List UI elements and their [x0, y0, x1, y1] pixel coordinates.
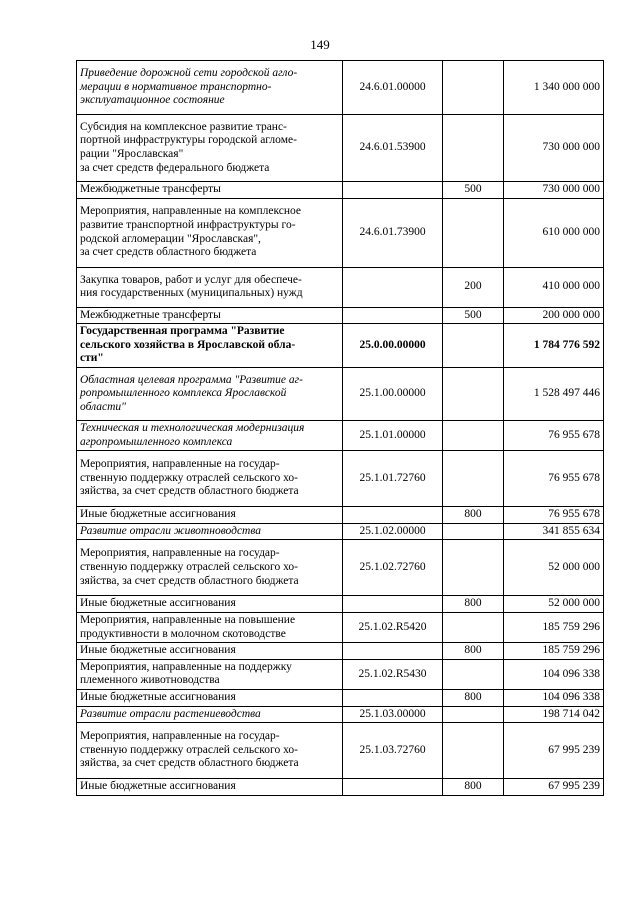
row-type-cell: 500 — [443, 307, 504, 324]
row-code-cell — [343, 596, 443, 613]
row-amount-cell: 104 096 338 — [504, 659, 604, 689]
table-row — [77, 324, 604, 368]
row-name-cell: Приведение дорожной сети городской агло- мерации в нормативное транспортно- эксплуатационное состояние — [77, 61, 343, 115]
row-type-cell — [443, 451, 504, 507]
row-type-cell: 200 — [443, 267, 504, 307]
row-code-cell: 24.6.01.00000 — [343, 61, 443, 115]
row-type-cell — [443, 61, 504, 115]
budget-table-body — [77, 61, 604, 796]
row-code-cell — [343, 182, 443, 199]
row-amount-cell: 730 000 000 — [504, 115, 604, 182]
table-row — [77, 523, 604, 540]
row-code-cell: 25.1.01.72760 — [343, 451, 443, 507]
table-row — [77, 612, 604, 642]
row-type-cell — [443, 540, 504, 596]
row-name-cell: Государственная программа "Развитие сельского хозяйства в Ярославской обла- сти" — [77, 324, 343, 368]
row-name-cell: Межбюджетные трансферты — [77, 182, 343, 199]
row-amount-cell: 67 995 239 — [504, 723, 604, 779]
row-amount-cell: 410 000 000 — [504, 267, 604, 307]
row-code-cell: 25.1.01.00000 — [343, 420, 443, 450]
row-type-cell — [443, 706, 504, 723]
row-type-cell — [443, 420, 504, 450]
table-row — [77, 367, 604, 420]
row-type-cell: 800 — [443, 596, 504, 613]
row-code-cell — [343, 507, 443, 524]
row-type-cell — [443, 198, 504, 267]
row-code-cell — [343, 779, 443, 796]
row-name-cell: Мероприятия, направленные на государ- ственную поддержку отраслей сельского хо- зяйства, за счет средств областного бюджета — [77, 540, 343, 596]
table-row — [77, 643, 604, 660]
table-row — [77, 540, 604, 596]
row-amount-cell: 52 000 000 — [504, 540, 604, 596]
row-amount-cell: 1 340 000 000 — [504, 61, 604, 115]
row-name-cell: Мероприятия, направленные на комплексное развитие транспортной инфраструктуры го- родской агломерации "Ярославская", за счет средств областного бюджета — [77, 198, 343, 267]
row-code-cell: 24.6.01.53900 — [343, 115, 443, 182]
row-name-cell: Мероприятия, направленные на государ- ственную поддержку отраслей сельского хо- зяйства, за счет средств областного бюджета — [77, 451, 343, 507]
row-amount-cell: 1 784 776 592 — [504, 324, 604, 368]
row-name-cell: Развитие отрасли растениеводства — [77, 706, 343, 723]
row-name-cell: Иные бюджетные ассигнования — [77, 643, 343, 660]
row-amount-cell: 185 759 296 — [504, 612, 604, 642]
row-type-cell — [443, 659, 504, 689]
table-row — [77, 307, 604, 324]
row-type-cell — [443, 324, 504, 368]
row-name-cell: Мероприятия, направленные на повышение продуктивности в молочном скотоводстве — [77, 612, 343, 642]
table-row — [77, 115, 604, 182]
row-type-cell: 800 — [443, 643, 504, 660]
table-row — [77, 723, 604, 779]
table-row — [77, 182, 604, 199]
row-type-cell — [443, 612, 504, 642]
budget-table — [76, 60, 604, 796]
row-name-cell: Мероприятия, направленные на государ- ственную поддержку отраслей сельского хо- зяйства, за счет средств областного бюджета — [77, 723, 343, 779]
row-name-cell: Областная целевая программа "Развитие аг- ропромышленного комплекса Ярославской области" — [77, 367, 343, 420]
row-code-cell: 25.1.02.00000 — [343, 523, 443, 540]
table-row — [77, 689, 604, 706]
row-name-cell: Межбюджетные трансферты — [77, 307, 343, 324]
row-type-cell — [443, 115, 504, 182]
row-code-cell: 25.1.03.72760 — [343, 723, 443, 779]
row-code-cell — [343, 267, 443, 307]
row-code-cell — [343, 643, 443, 660]
row-name-cell: Субсидия на комплексное развитие транс- портной инфраструктуры городской агломе- рации "Ярославская" за счет средств федерального бюджета — [77, 115, 343, 182]
table-row — [77, 507, 604, 524]
row-amount-cell: 185 759 296 — [504, 643, 604, 660]
row-code-cell — [343, 307, 443, 324]
row-amount-cell: 104 096 338 — [504, 689, 604, 706]
row-code-cell: 25.1.02.72760 — [343, 540, 443, 596]
row-code-cell — [343, 689, 443, 706]
table-row — [77, 420, 604, 450]
row-type-cell: 800 — [443, 507, 504, 524]
table-row — [77, 779, 604, 796]
table-row — [77, 706, 604, 723]
row-code-cell: 25.0.00.00000 — [343, 324, 443, 368]
table-row — [77, 198, 604, 267]
row-code-cell: 25.1.02.R5420 — [343, 612, 443, 642]
row-name-cell: Иные бюджетные ассигнования — [77, 689, 343, 706]
row-amount-cell: 198 714 042 — [504, 706, 604, 723]
row-amount-cell: 610 000 000 — [504, 198, 604, 267]
row-name-cell: Иные бюджетные ассигнования — [77, 507, 343, 524]
row-amount-cell: 76 955 678 — [504, 451, 604, 507]
table-row — [77, 451, 604, 507]
row-code-cell: 25.1.00.00000 — [343, 367, 443, 420]
row-amount-cell: 52 000 000 — [504, 596, 604, 613]
row-amount-cell: 76 955 678 — [504, 420, 604, 450]
row-name-cell: Иные бюджетные ассигнования — [77, 596, 343, 613]
row-type-cell — [443, 523, 504, 540]
table-row — [77, 267, 604, 307]
row-amount-cell: 76 955 678 — [504, 507, 604, 524]
row-name-cell: Закупка товаров, работ и услуг для обеспече- ния государственных (муниципальных) нужд — [77, 267, 343, 307]
row-amount-cell: 730 000 000 — [504, 182, 604, 199]
row-type-cell: 800 — [443, 779, 504, 796]
row-amount-cell: 200 000 000 — [504, 307, 604, 324]
row-code-cell: 25.1.03.00000 — [343, 706, 443, 723]
row-amount-cell: 67 995 239 — [504, 779, 604, 796]
row-name-cell: Техническая и технологическая модернизация агропромышленного комплекса — [77, 420, 343, 450]
row-type-cell — [443, 723, 504, 779]
row-code-cell: 24.6.01.73900 — [343, 198, 443, 267]
page-number: 149 — [310, 37, 330, 52]
row-name-cell: Развитие отрасли животноводства — [77, 523, 343, 540]
table-row — [77, 61, 604, 115]
row-name-cell: Мероприятия, направленные на поддержку племенного животноводства — [77, 659, 343, 689]
row-amount-cell: 341 855 634 — [504, 523, 604, 540]
row-name-cell: Иные бюджетные ассигнования — [77, 779, 343, 796]
row-type-cell — [443, 367, 504, 420]
row-code-cell: 25.1.02.R5430 — [343, 659, 443, 689]
row-amount-cell: 1 528 497 446 — [504, 367, 604, 420]
table-row — [77, 596, 604, 613]
row-type-cell: 500 — [443, 182, 504, 199]
row-type-cell: 800 — [443, 689, 504, 706]
table-row — [77, 659, 604, 689]
